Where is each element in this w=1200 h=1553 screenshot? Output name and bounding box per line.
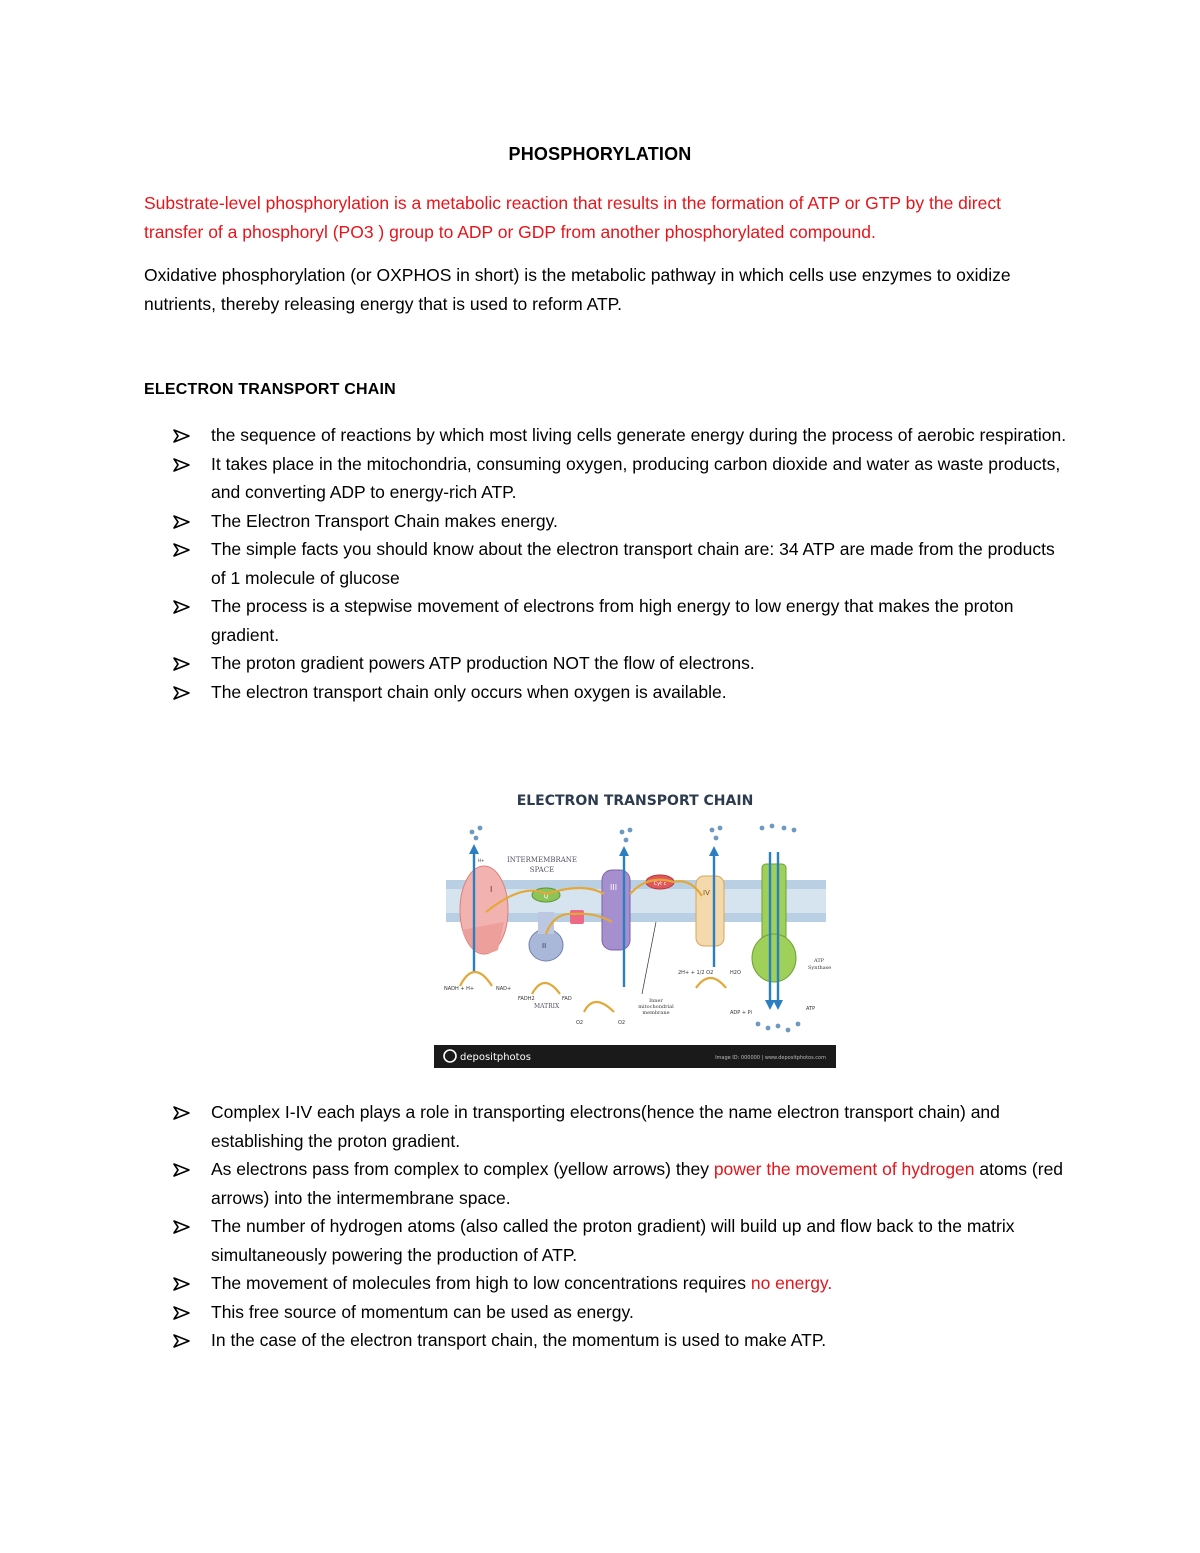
complex-i-label: I [490, 885, 493, 894]
intermembrane-space-label-2: SPACE [529, 866, 555, 874]
arrowhead-bullet-icon [172, 507, 192, 535]
matrix-label: MATRIX [534, 1003, 560, 1010]
list-item [172, 1155, 1072, 1212]
arrowhead-bullet-icon [172, 450, 192, 478]
oxygen-label: 2H+ + 1/2 O2 [678, 970, 714, 976]
bullet-text: This free source of momentum can be used as energy. [211, 1301, 634, 1322]
inner-membrane-label-1: Inner [649, 998, 663, 1004]
list-item [172, 592, 1072, 649]
atp-synthase-label: ATP [814, 958, 825, 964]
atp-label: ATP [806, 1006, 816, 1012]
bullet-text: The simple facts you should know about the electron transport chain are: 34 ATP are made from the products of 1 molecule of glucose [211, 539, 1055, 588]
bullet-text: the sequence of reactions by which most living cells generate energy during the process of aerobic respiration. [211, 425, 1067, 445]
watermark-brand: depositphotos [460, 1052, 531, 1063]
inner-membrane-label-3: membrane [642, 1010, 670, 1016]
list-item [172, 649, 1072, 678]
list-item [172, 507, 1072, 536]
bullet-text: The movement of molecules from high to low concentrations requires [211, 1273, 751, 1293]
marker-shape [570, 910, 584, 924]
etc-diagram [434, 762, 836, 1068]
arrowhead-bullet-icon [172, 535, 192, 563]
etc-figure [434, 762, 836, 1068]
nad-label: NAD+ [496, 986, 512, 992]
watermark-id: Image ID: 000000 | www.depositphotos.com [715, 1055, 826, 1061]
list-item [172, 535, 1072, 592]
o2-label-right: O2 [618, 1020, 626, 1026]
bullet-text: atoms (red arrows) into the intermembrane space. [211, 1159, 1064, 1208]
list-item [172, 1326, 1072, 1355]
bullet-list-bottom [172, 1098, 1072, 1355]
complex-iii-label: III [610, 883, 618, 892]
fad-label: FAD [562, 996, 572, 1002]
bullet-text: It takes place in the mitochondria, consuming oxygen, producing carbon dioxide and water as waste products, and converting ADP to energy-rich ATP. [211, 453, 1061, 502]
q-label: Q [543, 893, 549, 900]
complex-iii [602, 870, 630, 950]
figure-title: ELECTRON TRANSPORT CHAIN [516, 793, 754, 809]
arrowhead-bullet-icon [172, 592, 192, 620]
arrowhead-bullet-icon [172, 1326, 192, 1354]
complex-ii-label: II [542, 942, 547, 950]
bullet-text: The number of hydrogen atoms (also called the proton gradient) will build up and flow back to the matrix simultaneously powering the production of ATP. [211, 1216, 1015, 1265]
list-item [172, 450, 1072, 507]
o2-label-left: O2 [576, 1020, 584, 1026]
complex-iv [696, 876, 724, 946]
list-item [172, 421, 1072, 450]
adp-label: ADP + Pi [730, 1010, 752, 1016]
list-item [172, 678, 1072, 707]
section-heading: ELECTRON TRANSPORT CHAIN [144, 381, 396, 398]
list-item [172, 1098, 1072, 1155]
oxidative-paragraph: Oxidative phosphorylation (or OXPHOS in short) is the metabolic pathway in which cells use enzymes to oxidize nutrients, thereby releasing energy that is used to reform ATP. [144, 265, 1011, 314]
intermembrane-space-label: INTERMEMBRANE [506, 856, 578, 864]
bullet-list-top [172, 421, 1072, 706]
h-plus-label: H+ [478, 858, 485, 863]
arrowhead-bullet-icon [172, 1269, 192, 1297]
fadh-label: FADH2 [518, 996, 535, 1002]
list-item [172, 1212, 1072, 1269]
arrowhead-bullet-icon [172, 1212, 192, 1240]
bullet-text: In the case of the electron transport chain, the momentum is used to make ATP. [211, 1330, 827, 1350]
bullet-text: The Electron Transport Chain makes energy. [211, 510, 558, 531]
arrowhead-bullet-icon [172, 421, 192, 449]
inner-membrane-label-2: mitochondrial [638, 1004, 674, 1010]
water-label: H2O [730, 970, 741, 976]
bullet-text: As electrons pass from complex to complex (yellow arrows) they [211, 1159, 714, 1179]
highlighted-text: power the movement of hydrogen [713, 1159, 975, 1179]
arrowhead-bullet-icon [172, 1155, 192, 1183]
bullet-text: The electron transport chain only occurs when oxygen is available. [211, 681, 727, 702]
nadh-label: NADH + H+ [444, 986, 475, 992]
arrowhead-bullet-icon [172, 1098, 192, 1126]
list-item [172, 1298, 1072, 1327]
bullet-text: The proton gradient powers ATP production NOT the flow of electrons. [211, 653, 755, 673]
list-item [172, 1269, 1072, 1298]
complex-iv-label: IV [703, 889, 710, 897]
bullet-text: The process is a stepwise movement of electrons from high energy to low energy that makes the proton gradient. [211, 596, 1014, 645]
arrowhead-bullet-icon [172, 678, 192, 706]
arrowhead-bullet-icon [172, 1298, 192, 1326]
complex-i [460, 866, 508, 954]
highlighted-text: no energy. [750, 1273, 833, 1293]
arrowhead-bullet-icon [172, 649, 192, 677]
bullet-text: Complex I-IV each plays a role in transporting electrons(hence the name electron transport chain) and establishing the proton gradient. [211, 1102, 1000, 1151]
substrate-level-paragraph: Substrate-level phosphorylation is a metabolic reaction that results in the formation of ATP or GTP by the direct transfer of a phosphoryl (PO3 ) group to ADP or GDP from another phosphorylated compound. [144, 193, 1001, 242]
page-title: PHOSPHORYLATION [508, 144, 692, 164]
atp-synthase-label-2: Synthase [808, 965, 832, 971]
cytc-label: Cyt c [653, 881, 667, 887]
